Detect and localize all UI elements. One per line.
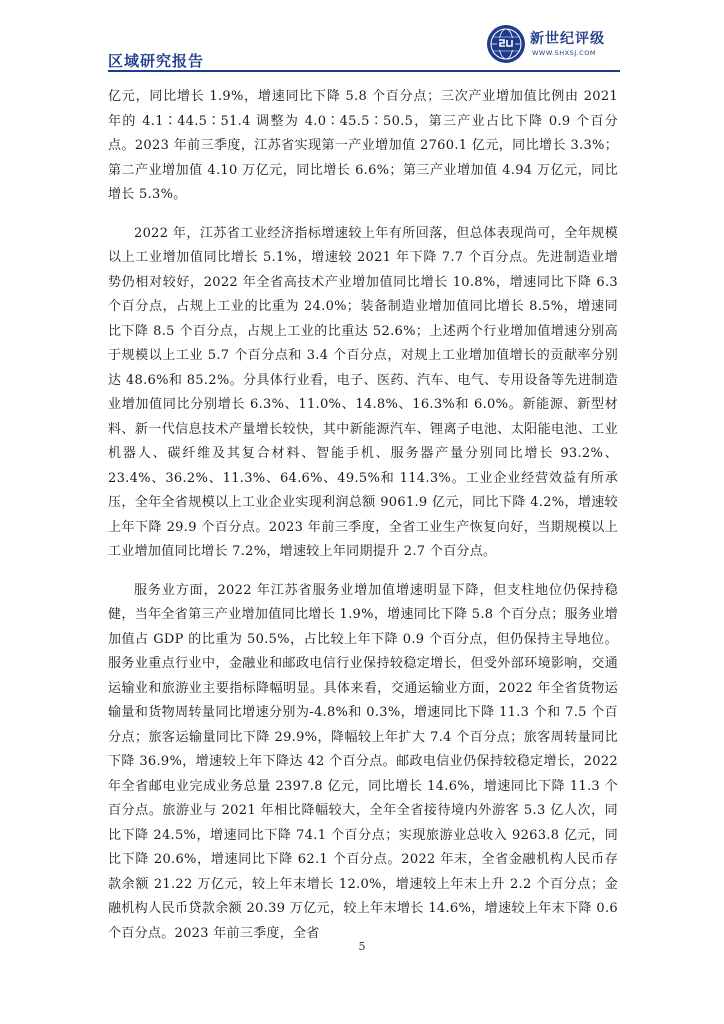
paragraph-3: 服务业方面，2022 年江苏省服务业增加值增速明显下降，但支柱地位仍保持稳健，当年全省第三产业增加值同比增长 1.9%，增速同比下降 5.8 个百分点；服务业增加值占 GDP 的比重为 50.5%，占比较上年下降 0.9 个百分点，但仍保持主导地位。服务业重点行业中，金融业和邮政电信行业保持较稳定增长，但受外部环境影响，交通运输业和旅游业主要指标降幅明显。具体来看，交通运输业方面，2022 年全省货物运输量和货物周转量同比增速分别为-4.8%和 0.3%，增速同比下降 11.3 个和 7.5 个百分点；旅客运输量同比下降 29.9%，降幅较上年扩大 7.4 个百分点；旅客周转量同比下降 36.9%，增速较上年下降达 42 个百分点。邮政电信业仍保持较稳定增长，2022 年全省邮电业完成业务总量 2397.8 亿元，同比增长 14.6%，增速同比下降 11.3 个百分点。旅游业与 2021 年相比降幅较大，全年全省接待境内外游客 5.3 亿人次，同比下降 24.5%，增速同比下降 74.1 个百分点；实现旅游业总收入 9263.8 亿元，同比下降 20.6%，增速同比下降 62.1 个百分点。2022 年末，全省金融机构人民币存款余额 21.22 万亿元，较上年末增长 12.0%，增速较上年末上升 2.2 个百分点；金融机构人民币贷款余额 20.39 万亿元，较上年末增长 14.6%，增速较上年末下降 0.6 个百分点。2023 年前三季度，全省 xyxy=(108,582,618,941)
page-header xyxy=(0,0,724,80)
company-logo xyxy=(486,24,622,68)
logo-url: WWW.SHXSJ.COM xyxy=(532,49,596,57)
paragraph-2: 2022 年，江苏省工业经济指标增速较上年有所回落，但总体表现尚可，全年规模以上工业增加值同比增长 5.1%，增速较 2021 年下降 7.7 个百分点。先进制造业增势仍相对较好，2022 年全省高技术产业增加值同比增长 10.8%，增速同比下降 6.3 个百分点，占规上工业的比重为 24.0%；装备制造业增加值同比增长 8.5%，增速同比下降 8.5 个百分点，占规上工业的比重达 52.6%；上述两个行业增加值增速分别高于规模以上工业 5.7 个百分点和 3.4 个百分点，对规上工业增加值增长的贡献率分别达 48.6%和 85.2%。分具体行业看，电子、医药、汽车、电气、专用设备等先进制造业增加值同比分别增长 6.3%、11.0%、14.8%、16.3%和 6.0%。新能源、新型材料、新一代信息技术产量增长较快，其中新能源汽车、锂离子电池、太阳能电池、工业机器人、碳纤维及其复合材料、智能手机、服务器产量分别同比增长 93.2%、23.4%、36.2%、11.3%、64.6%、49.5%和 114.3%。工业企业经营效益有所承压，全年全省规模以上工业企业实现利润总额 9061.9 亿元，同比下降 4.2%，增速较上年下降 29.9 个百分点。2023 年前三季度，全省工业生产恢复向好，当期规模以上工业增加值同比增长 7.2%，增速较上年同期提升 2.7 个百分点。 xyxy=(108,225,618,559)
page-number: 5 xyxy=(358,940,366,953)
logo-name: 新世纪评级 xyxy=(530,31,605,47)
header-divider xyxy=(108,70,620,72)
page-body xyxy=(108,85,618,960)
logo-emblem-icon xyxy=(486,24,526,64)
paragraph-1: 亿元，同比增长 1.9%，增速同比下降 5.8 个百分点；三次产业增加值比例由 2021 年的 4.1∶44.5∶51.4 调整为 4.0∶45.5∶50.5，第三产业占比下降 0.9 个百分点。2023 年前三季度，江苏省实现第一产业增加值 2760.1 亿元，同比增长 3.3%；第二产业增加值 4.10 万亿元，同比增长 6.6%；第三产业增加值 4.94 万亿元，同比增长 5.3%。 xyxy=(108,89,618,202)
report-title: 区域研究报告 xyxy=(108,52,205,70)
